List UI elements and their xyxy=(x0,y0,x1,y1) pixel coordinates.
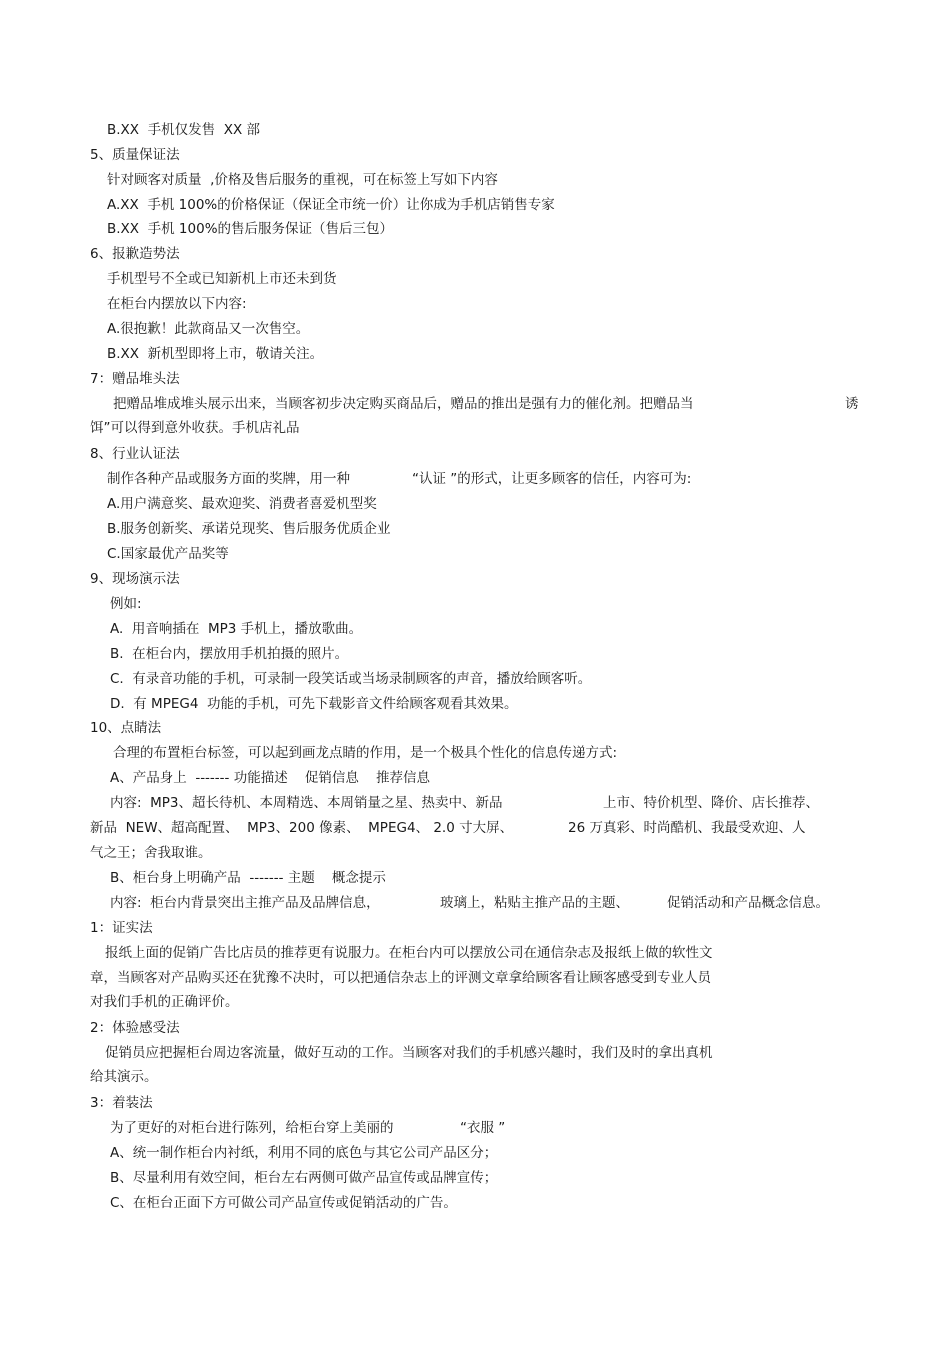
text-line: 例如: xyxy=(110,596,142,612)
text-fragment: 26 万真彩、时尚酷机、我最受欢迎、人 xyxy=(568,820,806,836)
section-heading: 3：着装法 xyxy=(90,1095,153,1111)
text-line: 为了更好的对柜台进行陈列，给柜台穿上美丽的 xyxy=(110,1120,394,1136)
text-line: C.国家最优产品奖等 xyxy=(107,546,229,562)
text-line: 内容: MP3、超长待机、本周精选、本周销量之星、热卖中、新品 xyxy=(110,795,503,811)
text-line: B、柜台身上明确产品 ------- 主题 概念提示 xyxy=(110,870,386,886)
text-line: A.XX 手机 100%的价格保证（保证全市统一价）让你成为手机店销售专家 xyxy=(107,197,555,213)
text-fragment: 玻璃上，粘贴主推产品的主题、 xyxy=(440,895,629,911)
text-line: 章，当顾客对产品购买还在犹豫不决时，可以把通信杂志上的评测文章拿给顾客看让顾客感受到专业人员 xyxy=(90,970,711,986)
text-line: A. 用音响插在 MP3 手机上，播放歌曲。 xyxy=(110,621,363,637)
text-line: A.用户满意奖、最欢迎奖、消费者喜爱机型奖 xyxy=(107,496,377,512)
text-line: D. 有 MPEG4 功能的手机，可先下载影音文件给顾客观看其效果。 xyxy=(110,696,518,712)
text-line: B、尽量利用有效空间，柜台左右两侧可做产品宣传或品牌宣传； xyxy=(110,1170,498,1186)
section-heading: 10、点睛法 xyxy=(90,720,162,736)
text-line: A.很抱歉！此款商品又一次售空。 xyxy=(107,321,310,337)
text-fragment: “认证 ”的形式，让更多顾客的信任，内容可为: xyxy=(412,471,692,487)
section-heading: 6、报歉造势法 xyxy=(90,246,180,262)
text-line: 针对顾客对质量 ,价格及售后服务的重视，可在标签上写如下内容 xyxy=(107,172,498,188)
section-heading: 2：体验感受法 xyxy=(90,1020,180,1036)
text-line: B.服务创新奖、承诺兑现奖、售后服务优质企业 xyxy=(107,521,391,537)
text-line: A、产品身上 ------- 功能描述 促销信息 推荐信息 xyxy=(110,770,431,786)
text-line: 手机型号不全或已知新机上市还未到货 xyxy=(107,271,337,287)
text-line: B.XX 新机型即将上市，敬请关注。 xyxy=(107,346,324,362)
section-heading: 9、现场演示法 xyxy=(90,571,180,587)
text-line: 制作各种产品或服务方面的奖牌，用一种 xyxy=(107,471,350,487)
text-line: 给其演示。 xyxy=(90,1069,158,1085)
text-fragment: 促销活动和产品概念信息。 xyxy=(667,895,829,911)
text-line: 饵”可以得到意外收获。手机店礼品 xyxy=(90,420,300,436)
section-heading: 1：证实法 xyxy=(90,920,153,936)
text-line: 把赠品堆成堆头展示出来，当顾客初步决定购买商品后，赠品的推出是强有力的催化剂。把赠品当 xyxy=(113,396,694,412)
section-heading: 8、行业认证法 xyxy=(90,446,180,462)
text-fragment: 诱 xyxy=(845,396,859,412)
text-line: B.XX 手机 100%的售后服务保证（售后三包） xyxy=(107,221,394,237)
text-line: 对我们手机的正确评价。 xyxy=(90,994,239,1010)
section-heading: 5、质量保证法 xyxy=(90,147,180,163)
text-fragment: 上市、特价机型、降价、店长推荐、 xyxy=(603,795,819,811)
text-line: B.XX 手机仅发售 XX 部 xyxy=(107,122,261,138)
text-line: 在柜台内摆放以下内容: xyxy=(107,296,247,312)
text-line: 气之王；舍我取谁。 xyxy=(90,845,212,861)
text-line: C、在柜台正面下方可做公司产品宣传或促销活动的广告。 xyxy=(110,1195,457,1211)
text-line: 合理的布置柜台标签，可以起到画龙点睛的作用，是一个极具个性化的信息传递方式: xyxy=(113,745,618,761)
section-heading: 7：赠品堆头法 xyxy=(90,371,180,387)
text-line: 新品 NEW、超高配置、 MP3、200 像素、 MPEG4、 2.0 寸大屏、 xyxy=(90,820,514,836)
text-line: 报纸上面的促销广告比店员的推荐更有说服力。在柜台内可以摆放公司在通信杂志及报纸上做的软性文 xyxy=(105,945,713,961)
text-line: B. 在柜台内，摆放用手机拍摄的照片。 xyxy=(110,646,349,662)
text-line: 内容: 柜台内背景突出主推产品及品牌信息， xyxy=(110,895,380,911)
text-line: 促销员应把握柜台周边客流量，做好互动的工作。当顾客对我们的手机感兴趣时，我们及时的拿出真机 xyxy=(105,1045,713,1061)
text-fragment: “衣服 ” xyxy=(460,1120,506,1136)
text-line: A、统一制作柜台内衬纸，利用不同的底色与其它公司产品区分； xyxy=(110,1145,498,1161)
text-line: C. 有录音功能的手机，可录制一段笑话或当场录制顾客的声音，播放给顾客听。 xyxy=(110,671,592,687)
